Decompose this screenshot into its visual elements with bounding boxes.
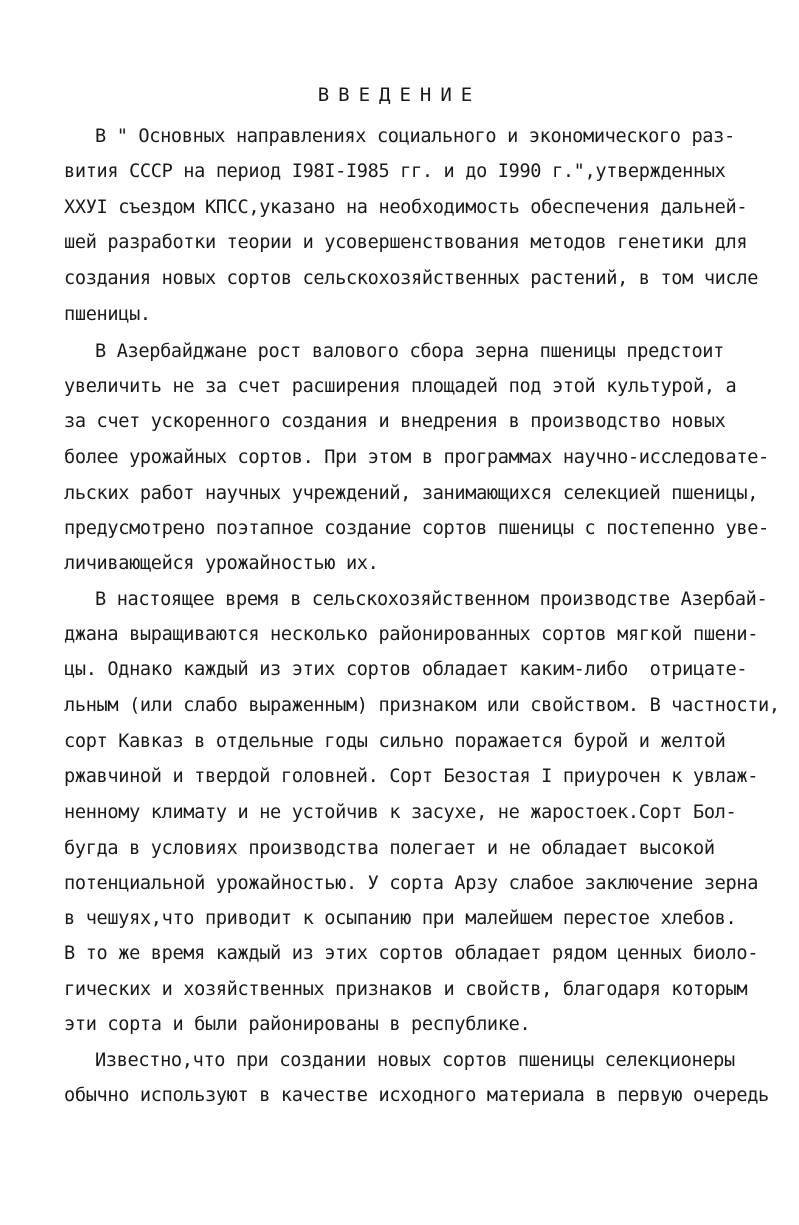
text-line: за счет ускоренного создания и внедрения в производство новых xyxy=(64,411,726,432)
text-line: льным (или слабо выраженным) признаком или свойством. В частности, xyxy=(64,695,780,716)
text-line: сорт Кавказ в отдельные годы сильно поражается бурой и желтой xyxy=(64,731,726,752)
text-line: джана выращиваются несколько районированных сортов мягкой пшени- xyxy=(64,624,759,645)
text-line: более урожайных сортов. При этом в программах научно-исследовате- xyxy=(64,447,769,468)
text-line: эти сорта и были районированы в республике. xyxy=(64,1014,531,1035)
text-line: бугда в условиях производства полегает и не обладает высокой xyxy=(64,838,715,859)
text-line: в чешуях,что приводит к осыпанию при малейшем перестое хлебов. xyxy=(64,908,737,929)
text-line: предусмотрено поэтапное создание сортов пшеницы с постепенно уве- xyxy=(64,518,769,539)
text-line: В то же время каждый из этих сортов обладает рядом ценных биоло- xyxy=(64,943,759,964)
text-line: шей разработки теории и усовершенствования методов генетики для xyxy=(64,232,748,253)
text-line: гических и хозяйственных признаков и свойств, благодаря которым xyxy=(64,979,748,1000)
text-line: цы. Однако каждый из этих сортов обладает каким-либо отрицате- xyxy=(64,659,748,680)
text-line: пшеницы. xyxy=(64,304,151,325)
text-line: Известно,что при создании новых сортов пшеницы селекционеры xyxy=(95,1050,735,1071)
text-line: льских работ научных учреждений, занимающихся селекцией пшеницы, xyxy=(64,483,759,504)
document-title: ВВЕДЕНИЕ xyxy=(317,84,482,106)
text-line: ХХУI съездом КПСС,указано на необходимость обеспечения дальней- xyxy=(64,197,748,218)
text-line: обычно используют в качестве исходного материала в первую очередь xyxy=(64,1085,769,1106)
text-line: увеличить не за счет расширения площадей под этой культурой, а xyxy=(64,376,737,397)
text-line: В Азербайджане рост валового сбора зерна пшеницы предстоит xyxy=(95,341,724,362)
text-line: создания новых сортов сельскохозяйственных растений, в том числе xyxy=(64,268,759,289)
text-line: В " Основных направлениях социального и экономического раз- xyxy=(95,126,735,147)
text-line: ненному климату и не устойчив к засухе, не жаростоек.Сорт Бол- xyxy=(64,802,737,823)
text-line: личивающейся урожайностью их. xyxy=(64,553,379,574)
text-line: ржавчиной и твердой головней. Сорт Безостая I приурочен к увлаж- xyxy=(64,766,759,787)
text-line: вития СССР на период I98I-I985 гг. и до I990 г.",утвержденных xyxy=(64,161,726,182)
text-line: В настоящее время в сельскохозяйственном производстве Азербай- xyxy=(95,589,768,610)
text-line: потенциальной урожайностью. У сорта Арзу слабое заключение зерна xyxy=(64,873,759,894)
